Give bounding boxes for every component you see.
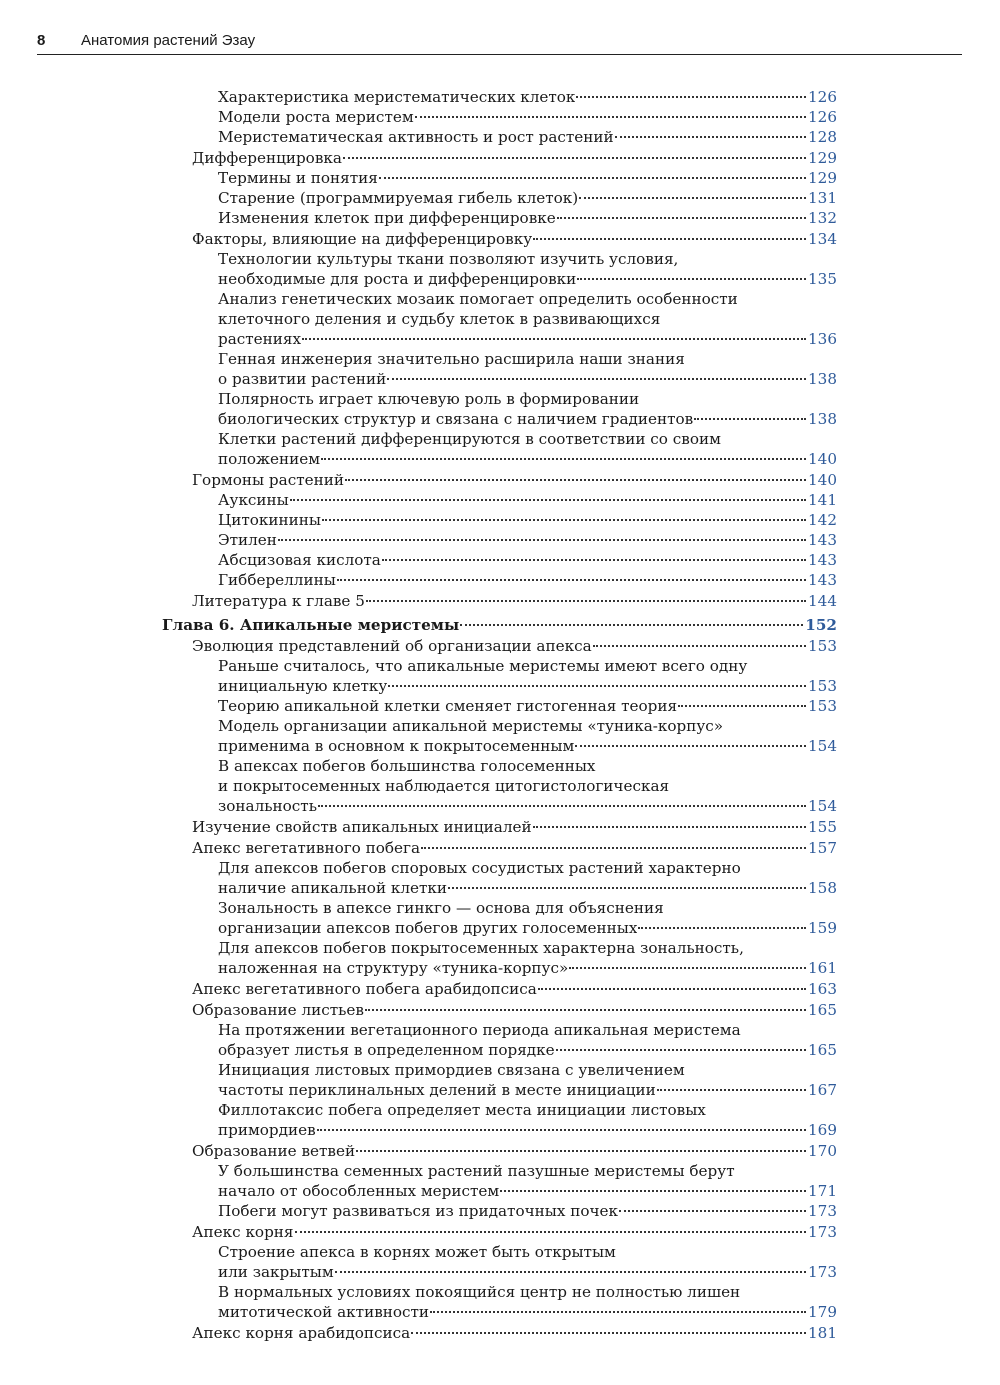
toc-entry-title: Образование ветвей [192, 1142, 356, 1160]
toc-entry-line [218, 1262, 837, 1282]
dot-leader [411, 1332, 806, 1334]
toc-entry-line [192, 636, 837, 656]
toc-entry-line [218, 878, 837, 898]
toc-subsection[interactable] [162, 898, 837, 938]
toc-page-number[interactable]: 161 [808, 959, 837, 977]
toc-page-number[interactable]: 159 [808, 919, 837, 937]
toc-subsection[interactable] [162, 696, 837, 716]
dot-leader [337, 579, 806, 581]
toc-page-number[interactable]: 169 [808, 1121, 837, 1139]
toc-page-number[interactable]: 134 [808, 230, 837, 248]
toc-entry-title: примордиев [218, 1121, 316, 1139]
toc-entry-line [218, 736, 837, 756]
dot-leader [577, 278, 806, 280]
toc-entry-text-line: Технологии культуры ткани позволяют изучить условия, [218, 250, 679, 268]
toc-entry-title: Апекс корня арабидопсиса [192, 1324, 411, 1342]
toc-entry-line [218, 208, 837, 228]
toc-page-number[interactable]: 157 [808, 839, 837, 857]
toc-entry-line [218, 570, 837, 590]
toc-section[interactable] [162, 1323, 837, 1343]
toc-section[interactable] [162, 148, 837, 168]
toc-page-number[interactable]: 173 [808, 1263, 837, 1281]
toc-entry-text-line: клеточного деления и судьбу клеток в развивающихся [218, 310, 661, 328]
toc-entry-line [192, 1141, 837, 1161]
dot-leader [430, 1311, 806, 1313]
dot-leader [290, 499, 806, 501]
toc-page-number[interactable]: 138 [808, 370, 837, 388]
toc-entry-title: растениях [218, 330, 302, 348]
toc-subsection[interactable] [162, 656, 837, 696]
toc-page-number[interactable]: 132 [808, 209, 837, 227]
dot-leader [388, 685, 806, 687]
dot-leader [366, 600, 806, 602]
toc-entry-title: начало от обособленных меристем [218, 1182, 500, 1200]
toc-subsection[interactable] [162, 1201, 837, 1221]
toc-subsection[interactable] [162, 289, 837, 349]
toc-entry-text-line: Раньше считалось, что апикальные меристемы имеют всего одну [218, 657, 748, 675]
toc-section[interactable] [162, 229, 837, 249]
toc-page-number[interactable]: 136 [808, 330, 837, 348]
dot-leader [533, 238, 806, 240]
toc-entry-line [218, 87, 837, 107]
toc-entry-text-line: Для апексов побегов споровых сосудистых растений характерно [218, 859, 741, 877]
toc-entry-text-line: В нормальных условиях покоящийся центр не полностью лишен [218, 1283, 741, 1301]
toc-entry-line [192, 591, 837, 611]
dot-leader [379, 177, 806, 179]
dot-leader [278, 539, 806, 541]
toc-entry-text-line: У большинства семенных растений пазушные меристемы берут [218, 1162, 735, 1180]
toc-section[interactable] [162, 1141, 837, 1161]
toc-entry-title: организации апексов побегов других голосеменных [218, 919, 638, 937]
toc-entry-title: Термины и понятия [218, 169, 378, 187]
toc-entry-line [218, 550, 837, 570]
toc-entry-line [218, 369, 837, 389]
toc-page-number[interactable]: 143 [808, 551, 837, 569]
toc-entry-line [218, 490, 837, 510]
toc-subsection[interactable] [162, 938, 837, 978]
toc-entry-text-line: Анализ генетических мозаик помогает определить особенности [218, 290, 738, 308]
toc-entry-title: Старение (программируемая гибель клеток) [218, 189, 579, 207]
running-header [37, 28, 962, 55]
toc-entry-title: Характеристика меристематических клеток [218, 88, 576, 106]
toc-entry-line [192, 1000, 837, 1020]
dot-leader [421, 847, 806, 849]
toc-page-number[interactable]: 152 [805, 616, 837, 634]
toc-entry-line [218, 676, 837, 696]
dot-leader [295, 1231, 807, 1233]
toc-page-number[interactable]: 170 [808, 1142, 837, 1160]
toc-entry-text-line: На протяжении вегетационного периода апикальная меристема [218, 1021, 741, 1039]
toc-page-number[interactable]: 131 [808, 189, 837, 207]
toc-subsection[interactable] [162, 858, 837, 898]
toc-page-number[interactable]: 126 [808, 88, 837, 106]
toc-page-number[interactable]: 179 [808, 1303, 837, 1321]
toc-page-number[interactable]: 154 [808, 797, 837, 815]
dot-leader [415, 116, 806, 118]
toc-entry-title: Абсцизовая кислота [218, 551, 381, 569]
dot-leader [576, 96, 806, 98]
dot-leader [678, 705, 806, 707]
toc-page-number[interactable]: 153 [808, 697, 837, 715]
toc-entry-line [218, 530, 837, 550]
dot-leader [302, 338, 806, 340]
toc-page-number[interactable]: 140 [808, 450, 837, 468]
toc-entry-title: Модели роста меристем [218, 108, 414, 126]
toc-section[interactable] [162, 636, 837, 656]
toc-section[interactable] [162, 979, 837, 999]
toc-chapter[interactable] [162, 615, 837, 635]
toc-entry-line [218, 1040, 837, 1060]
toc-entry-line [192, 979, 837, 999]
toc-entry-line [192, 1222, 837, 1242]
toc-entry-line [218, 1201, 837, 1221]
toc-entry-line [218, 796, 837, 816]
toc-subsection[interactable] [162, 756, 837, 816]
toc-page-number[interactable]: 135 [808, 270, 837, 288]
toc-entry-line [192, 470, 837, 490]
toc-entry-title: Изучение свойств апикальных инициалей [192, 818, 532, 836]
dot-leader [538, 988, 806, 990]
toc-subsection[interactable] [162, 550, 837, 570]
toc-entry-title: наложенная на структуру «туника-корпус» [218, 959, 569, 977]
toc-subsection[interactable] [162, 530, 837, 550]
dot-leader [322, 519, 806, 521]
toc-entry-title: Апекс вегетативного побега [192, 839, 421, 857]
toc-subsection[interactable] [162, 1020, 837, 1060]
toc-entry-text-line: Зональность в апексе гинкго — основа для объяснения [218, 899, 664, 917]
toc-entry-line [192, 817, 837, 837]
toc-subsection[interactable] [162, 389, 837, 429]
toc-entry-text-line: Строение апекса в корнях может быть открытым [218, 1243, 616, 1261]
toc-entry-title: Факторы, влияющие на дифференцировку [192, 230, 533, 248]
toc-page-number[interactable]: 129 [808, 149, 837, 167]
toc-entry-line [218, 269, 837, 289]
toc-subsection[interactable] [162, 87, 837, 107]
dot-leader [575, 745, 806, 747]
toc-page-number[interactable]: 163 [808, 980, 837, 998]
toc-entry-line [218, 918, 837, 938]
toc-subsection[interactable] [162, 490, 837, 510]
toc-entry-line [192, 148, 837, 168]
toc-page-number[interactable]: 171 [808, 1182, 837, 1200]
toc-entry-line [218, 1080, 837, 1100]
toc-page-number[interactable]: 126 [808, 108, 837, 126]
toc-subsection[interactable] [162, 168, 837, 188]
toc-entry-text-line: Клетки растений дифференцируются в соответствии со своим [218, 430, 721, 448]
toc-section[interactable] [162, 817, 837, 837]
toc-subsection[interactable] [162, 429, 837, 469]
dot-leader [460, 624, 803, 626]
book-title: Анатомия растений Эзау [81, 32, 256, 49]
toc-subsection[interactable] [162, 188, 837, 208]
toc-entry-title: частоты периклинальных делений в месте инициации [218, 1081, 656, 1099]
toc-entry-line [218, 696, 837, 716]
toc-subsection[interactable] [162, 570, 837, 590]
toc-section[interactable] [162, 470, 837, 490]
dot-leader [619, 1210, 806, 1212]
toc-entry-line [218, 1181, 837, 1201]
dot-leader [569, 967, 806, 969]
toc-subsection[interactable] [162, 1242, 837, 1282]
toc-entry-title: биологических структур и связана с наличием градиентов [218, 410, 694, 428]
toc-page-number[interactable]: 143 [808, 531, 837, 549]
toc-entry-title: Глава 6. Апикальные меристемы [162, 616, 460, 634]
toc-entry-text-line: Генная инженерия значительно расширила наши знания [218, 350, 685, 368]
toc-entry-title: Ауксины [218, 491, 289, 509]
dot-leader [365, 1009, 806, 1011]
toc-section[interactable] [162, 1222, 837, 1242]
dot-leader [387, 378, 806, 380]
table-of-contents [162, 87, 837, 1343]
toc-entry-title: Цитокинины [218, 511, 321, 529]
toc-entry-line [218, 188, 837, 208]
toc-entry-text-line: и покрытосеменных наблюдается цитогистологическая [218, 777, 670, 795]
toc-entry-title: или закрытым [218, 1263, 334, 1281]
toc-page-number[interactable]: 165 [808, 1001, 837, 1019]
toc-entry-title: Изменения клеток при дифференцировке [218, 209, 556, 227]
dot-leader [382, 559, 806, 561]
toc-entry-title: образует листья в определенном порядке [218, 1041, 555, 1059]
toc-entry-title: о развитии растений [218, 370, 387, 388]
toc-entry-line [218, 409, 837, 429]
toc-subsection[interactable] [162, 1282, 837, 1322]
toc-entry-title: Литература к главе 5 [192, 592, 365, 610]
toc-entry-text-line: В апексах побегов большинства голосеменных [218, 757, 596, 775]
dot-leader [318, 805, 806, 807]
dot-leader [343, 157, 806, 159]
toc-subsection[interactable] [162, 1161, 837, 1201]
toc-entry-line [218, 1120, 837, 1140]
toc-page-number[interactable]: 143 [808, 571, 837, 589]
toc-entry-title: Гиббереллины [218, 571, 336, 589]
toc-entry-title: необходимые для роста и дифференцировки [218, 270, 577, 288]
toc-subsection[interactable] [162, 349, 837, 389]
toc-entry-title: наличие апикальной клетки [218, 879, 448, 897]
toc-subsection[interactable] [162, 127, 837, 147]
dot-leader [638, 927, 806, 929]
toc-entry-title: Образование листьев [192, 1001, 364, 1019]
toc-subsection[interactable] [162, 249, 837, 289]
dot-leader [533, 826, 806, 828]
toc-page-number[interactable]: 167 [808, 1081, 837, 1099]
toc-entry-text-line: Модель организации апикальной меристемы «туника-корпус» [218, 717, 724, 735]
dot-leader [557, 217, 806, 219]
dot-leader [356, 1150, 806, 1152]
toc-entry-line [218, 168, 837, 188]
toc-page-number[interactable]: 141 [808, 491, 837, 509]
dot-leader [321, 458, 806, 460]
toc-entry-line [192, 838, 837, 858]
toc-entry-text-line: Инициация листовых примордиев связана с увеличением [218, 1061, 685, 1079]
toc-section[interactable] [162, 591, 837, 611]
toc-page-number[interactable]: 153 [808, 637, 837, 655]
toc-entry-text-line: Для апексов побегов покрытосеменных характерна зональность, [218, 939, 744, 957]
toc-entry-text-line: Филлотаксис побега определяет места инициации листовых [218, 1101, 706, 1119]
toc-entry-title: Эволюция представлений об организации апекса [192, 637, 592, 655]
toc-entry-title: Апекс вегетативного побега арабидопсиса [192, 980, 537, 998]
toc-entry-line [192, 1323, 837, 1343]
toc-entry-title: Апекс корня [192, 1223, 294, 1241]
dot-leader [335, 1271, 806, 1273]
dot-leader [556, 1049, 806, 1051]
toc-entry-title: митотической активности [218, 1303, 430, 1321]
dot-leader [500, 1190, 806, 1192]
toc-page-number[interactable]: 138 [808, 410, 837, 428]
page-number: 8 [37, 32, 46, 49]
toc-entry-line [218, 107, 837, 127]
dot-leader [579, 197, 806, 199]
dot-leader [448, 887, 806, 889]
toc-entry-title: зональность [218, 797, 317, 815]
toc-page-number[interactable]: 154 [808, 737, 837, 755]
toc-page-number[interactable]: 129 [808, 169, 837, 187]
toc-entry-title: Теорию апикальной клетки сменяет гистогенная теория [218, 697, 678, 715]
toc-page-number[interactable]: 140 [808, 471, 837, 489]
toc-entry-line [218, 329, 837, 349]
toc-page-number[interactable]: 165 [808, 1041, 837, 1059]
dot-leader [317, 1129, 806, 1131]
dot-leader [345, 479, 806, 481]
toc-entry-title: Побеги могут развиваться из придаточных почек [218, 1202, 619, 1220]
toc-subsection[interactable] [162, 1100, 837, 1140]
toc-entry-title: Меристематическая активность и рост растений [218, 128, 614, 146]
dot-leader [615, 136, 806, 138]
toc-subsection[interactable] [162, 107, 837, 127]
toc-entry-line [218, 510, 837, 530]
toc-entry-title: применима в основном к покрытосеменным [218, 737, 575, 755]
toc-page-number[interactable]: 173 [808, 1202, 837, 1220]
toc-page-number[interactable]: 153 [808, 677, 837, 695]
toc-entry-title: Этилен [218, 531, 277, 549]
toc-subsection[interactable] [162, 716, 837, 756]
toc-page-number[interactable]: 128 [808, 128, 837, 146]
toc-entry-text-line: Полярность играет ключевую роль в формировании [218, 390, 640, 408]
toc-page-number[interactable]: 158 [808, 879, 837, 897]
toc-entry-title: Гормоны растений [192, 471, 344, 489]
toc-subsection[interactable] [162, 1060, 837, 1100]
dot-leader [694, 418, 806, 420]
toc-page-number[interactable]: 181 [808, 1324, 837, 1342]
toc-section[interactable] [162, 1000, 837, 1020]
toc-section[interactable] [162, 838, 837, 858]
toc-entry-title: положением [218, 450, 321, 468]
toc-entry-title: инициальную клетку [218, 677, 388, 695]
toc-page-number[interactable]: 155 [808, 818, 837, 836]
toc-entry-line [218, 449, 837, 469]
toc-entry-line [192, 229, 837, 249]
toc-entry-line [218, 127, 837, 147]
dot-leader [657, 1089, 806, 1091]
toc-page-number[interactable]: 173 [808, 1223, 837, 1241]
dot-leader [593, 645, 806, 647]
toc-subsection[interactable] [162, 510, 837, 530]
toc-page-number[interactable]: 142 [808, 511, 837, 529]
toc-entry-title: Дифференцировка [192, 149, 342, 167]
toc-entry-line [218, 958, 837, 978]
toc-subsection[interactable] [162, 208, 837, 228]
toc-entry-line [162, 615, 837, 635]
toc-page-number[interactable]: 144 [808, 592, 837, 610]
toc-entry-line [218, 1302, 837, 1322]
